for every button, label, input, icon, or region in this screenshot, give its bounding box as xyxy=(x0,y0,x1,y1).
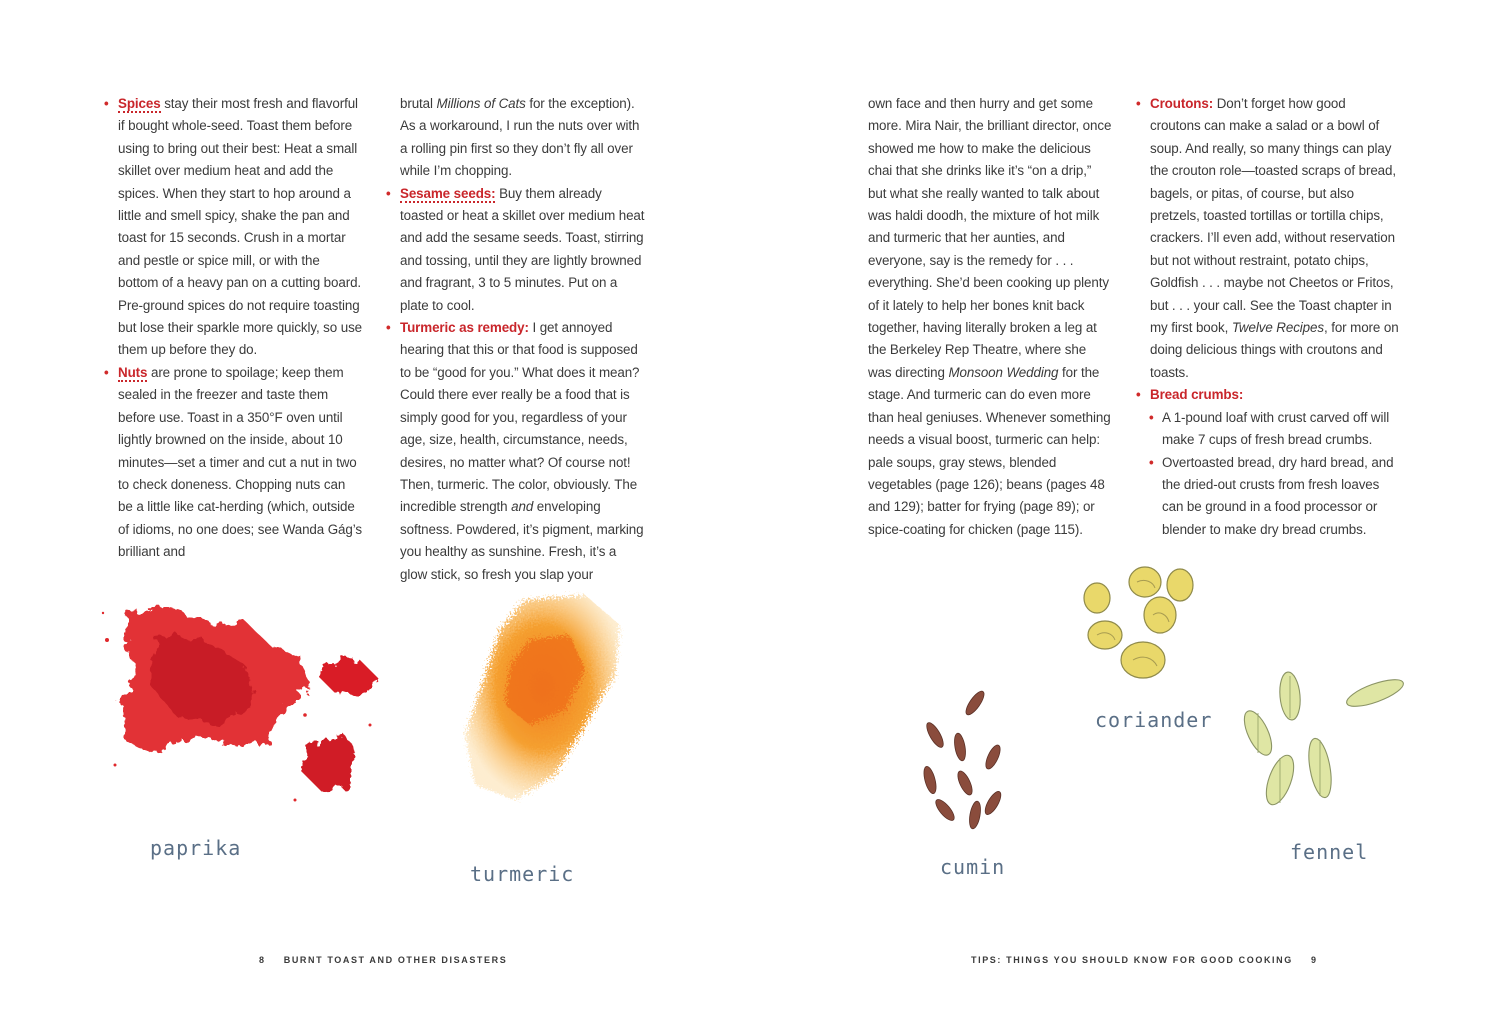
turmeric-term: Turmeric as remedy: xyxy=(400,320,529,336)
breadcrumbs-subtip-2: • Overtoasted bread, dry hard bread, and the dried-out crusts from fresh loaves can be ground in a food processor or blender to make dry bread crumbs. xyxy=(1137,452,1399,542)
right-page-number: 9 xyxy=(1310,955,1318,965)
nuts-cont-text-b: for the exception). As a workaround, I run the nuts over with a rolling pin first so they don’t fly all over while I’m chopping. xyxy=(400,96,640,179)
turmeric-illustration xyxy=(445,585,645,825)
nuts-tip xyxy=(105,362,363,564)
cumin-illustration xyxy=(915,685,1015,835)
nuts-cont-text-a: brutal xyxy=(400,96,437,111)
coriander-label: coriander xyxy=(1095,708,1213,732)
right-running-title: TIPS: THINGS YOU SHOULD KNOW FOR GOOD COOKING xyxy=(971,955,1293,965)
turmeric-italic: and xyxy=(511,499,534,515)
twelve-recipes-title: Twelve Recipes xyxy=(1231,320,1324,336)
left-page-number: 8 xyxy=(259,955,266,965)
turmeric-label: turmeric xyxy=(470,862,575,886)
spices-tip xyxy=(105,93,363,362)
breadcrumbs-term: Bread crumbs: xyxy=(1150,387,1244,403)
fennel-illustration xyxy=(1240,668,1420,828)
nuts-term: Nuts xyxy=(118,364,148,380)
millions-of-cats-title: Millions of Cats xyxy=(436,96,526,111)
left-running-title: BURNT TOAST AND OTHER DISASTERS xyxy=(283,955,508,965)
croutons-text-b: , for more on doing delicious things with croutons and toasts. xyxy=(1150,320,1399,380)
paprika-label: paprika xyxy=(150,836,242,860)
croutons-text-a: Don’t forget how good croutons can make a salad or a bowl of soup. And really, so many things can play the crouton role—toasted scraps of bread, bagels, or pitas, of course, but also pretzels, toasted tortillas or tortilla chips, crackers. I’ll even add, without reservation but not without restraint, potato chips, Goldfish . . . maybe not Cheetos or Fritos, but . . . your call. See the Toast chapter in my first book, xyxy=(1150,96,1397,336)
sesame-text: Buy them already toasted or heat a skillet over medium heat and add the sesame seeds. Toast, stirring and tossing, until they are lightly browned and fragrant, 3 to 5 minutes. Put on a plate to cool. xyxy=(400,185,645,313)
breadcrumbs-tip xyxy=(1137,384,1399,406)
left-footer xyxy=(259,955,507,965)
turmeric-text-b: enveloping softness. Powdered, it’s pigment, marking you healthy as sunshine. Fresh, it’s a glow stick, so fresh you slap your xyxy=(400,499,644,582)
sesame-tip xyxy=(387,183,647,317)
right-footer xyxy=(971,955,1318,965)
left-column-1 xyxy=(105,93,363,564)
nuts-continued xyxy=(387,93,647,183)
croutons-term: Croutons: xyxy=(1150,96,1214,111)
coriander-illustration xyxy=(1075,560,1225,690)
fennel-label: fennel xyxy=(1290,840,1369,864)
croutons-tip xyxy=(1137,93,1399,384)
spices-term: Spices xyxy=(118,96,161,111)
turmeric-continued xyxy=(868,93,1113,541)
right-page xyxy=(750,0,1500,1018)
nuts-text: are prone to spoilage; keep them sealed in the freezer and taste them before use. Toast in a 350°F oven until lightly browned on the inside, about 10 minutes—set a timer and cut a nut in two to check doneness. Chopping nuts can be a little like cat-herding (which, outside of idioms, no one does; see Wanda Gág’s brilliant and xyxy=(118,364,362,560)
cumin-label: cumin xyxy=(940,855,1006,879)
breadcrumbs-subtip-1: • A 1-pound loaf with crust carved off will make 7 cups of fresh bread crumbs. xyxy=(1137,407,1399,452)
turmeric-cont-text-b: for the stage. And turmeric can do even more than heal geniuses. Whenever something needs a visual boost, turmeric can help: pale soups, gray stews, blended vegetables (page 126); beans (pages 48 and 129); batter for frying (page 89); or spice-coating for chicken (page 115). xyxy=(868,364,1111,537)
turmeric-text-a: I get annoyed hearing that this or that food is supposed to be “good for you.” What does it mean? Could there ever really be a food that is simply good for you, regardless of your age, size, health, circumstance, needs, desires, no matter what? Of course not! Then, turmeric. The color, obviously. The incredible strength xyxy=(400,320,640,515)
sesame-term: Sesame seeds: xyxy=(400,185,496,201)
spices-text: stay their most fresh and flavorful if bought whole-seed. Toast them before using to bring out their best: Heat a small skillet over medium heat and add the spices. When they start to hop around a little and smell spicy, shake the pan and toast for 15 seconds. Crush in a mortar and pestle or spice mill, or with the bottom of a heavy pan on a cutting board. Pre-ground spices do not require toasting but lose their sparkle more quickly, so use them up before they do. xyxy=(118,96,363,358)
right-column-2 xyxy=(1137,93,1399,541)
right-column-1 xyxy=(868,93,1113,541)
paprika-illustration xyxy=(95,595,395,825)
monsoon-wedding-title: Monsoon Wedding xyxy=(948,364,1059,380)
turmeric-cont-text-a: own face and then hurry and get some more. Mira Nair, the brilliant director, once showed me how to make the delicious chai that she drinks like it’s “on a drip,” but what she really wanted to talk about was haldi doodh, the mixture of hot milk and turmeric that her aunties, and everyone, say is the remedy for . . . everything. She’d been cooking up plenty of it lately to help her bones knit back together, having literally broken a leg at the Berkeley Rep Theatre, where she was directing xyxy=(868,96,1112,380)
left-column-2 xyxy=(387,93,647,586)
turmeric-tip xyxy=(387,317,647,586)
